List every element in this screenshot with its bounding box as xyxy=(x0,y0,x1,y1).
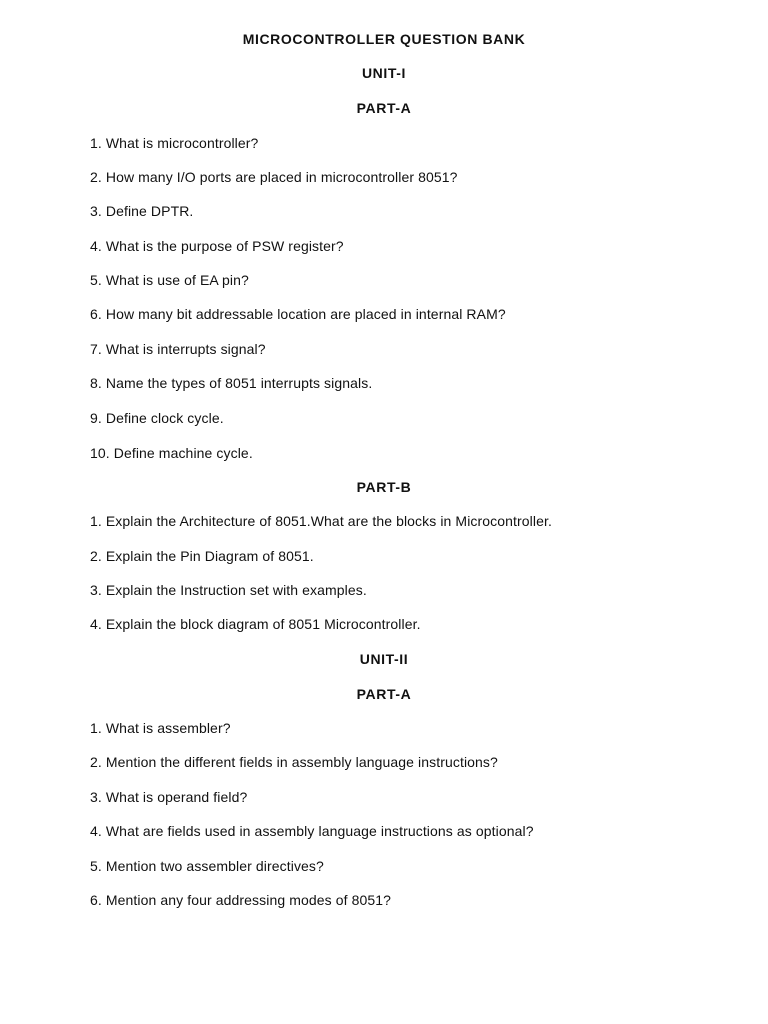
unit-1-part-b-question-3: 3. Explain the Instruction set with examples. xyxy=(90,582,367,598)
unit-1-part-a-heading: PART-A xyxy=(356,100,412,116)
unit-2-part-a-question-1: 1. What is assembler? xyxy=(90,720,231,736)
unit-1-heading: UNIT-I xyxy=(361,65,407,81)
unit-1-part-a-question-2: 2. How many I/O ports are placed in microcontroller 8051? xyxy=(90,169,458,185)
unit-1-part-a-question-1: 1. What is microcontroller? xyxy=(90,135,259,151)
unit-2-heading: UNIT-II xyxy=(359,651,409,667)
unit-2-part-a-question-5: 5. Mention two assembler directives? xyxy=(90,858,324,874)
unit-1-part-a-question-8: 8. Name the types of 8051 interrupts signals. xyxy=(90,375,373,391)
unit-1-part-a-question-7: 7. What is interrupts signal? xyxy=(90,341,266,357)
document-title: MICROCONTROLLER QUESTION BANK xyxy=(242,31,526,47)
unit-1-part-a-question-10: 10. Define machine cycle. xyxy=(90,445,253,461)
unit-2-part-a-question-2: 2. Mention the different fields in assembly language instructions? xyxy=(90,754,498,770)
unit-1-part-b-question-4: 4. Explain the block diagram of 8051 Microcontroller. xyxy=(90,616,421,632)
unit-1-part-b-question-2: 2. Explain the Pin Diagram of 8051. xyxy=(90,548,314,564)
unit-1-part-a-question-9: 9. Define clock cycle. xyxy=(90,410,224,426)
unit-2-part-a-question-4: 4. What are fields used in assembly language instructions as optional? xyxy=(90,823,534,839)
unit-1-part-b-question-1: 1. Explain the Architecture of 8051.What are the blocks in Microcontroller. xyxy=(90,513,552,529)
unit-1-part-b-heading: PART-B xyxy=(356,479,412,495)
unit-1-part-a-question-6: 6. How many bit addressable location are placed in internal RAM? xyxy=(90,306,506,322)
unit-2-part-a-question-3: 3. What is operand field? xyxy=(90,789,248,805)
unit-1-part-a-question-3: 3. Define DPTR. xyxy=(90,203,194,219)
unit-1-part-a-question-5: 5. What is use of EA pin? xyxy=(90,272,249,288)
unit-1-part-a-question-4: 4. What is the purpose of PSW register? xyxy=(90,238,344,254)
unit-2-part-a-heading: PART-A xyxy=(356,686,412,702)
unit-2-part-a-question-6: 6. Mention any four addressing modes of 8051? xyxy=(90,892,392,908)
